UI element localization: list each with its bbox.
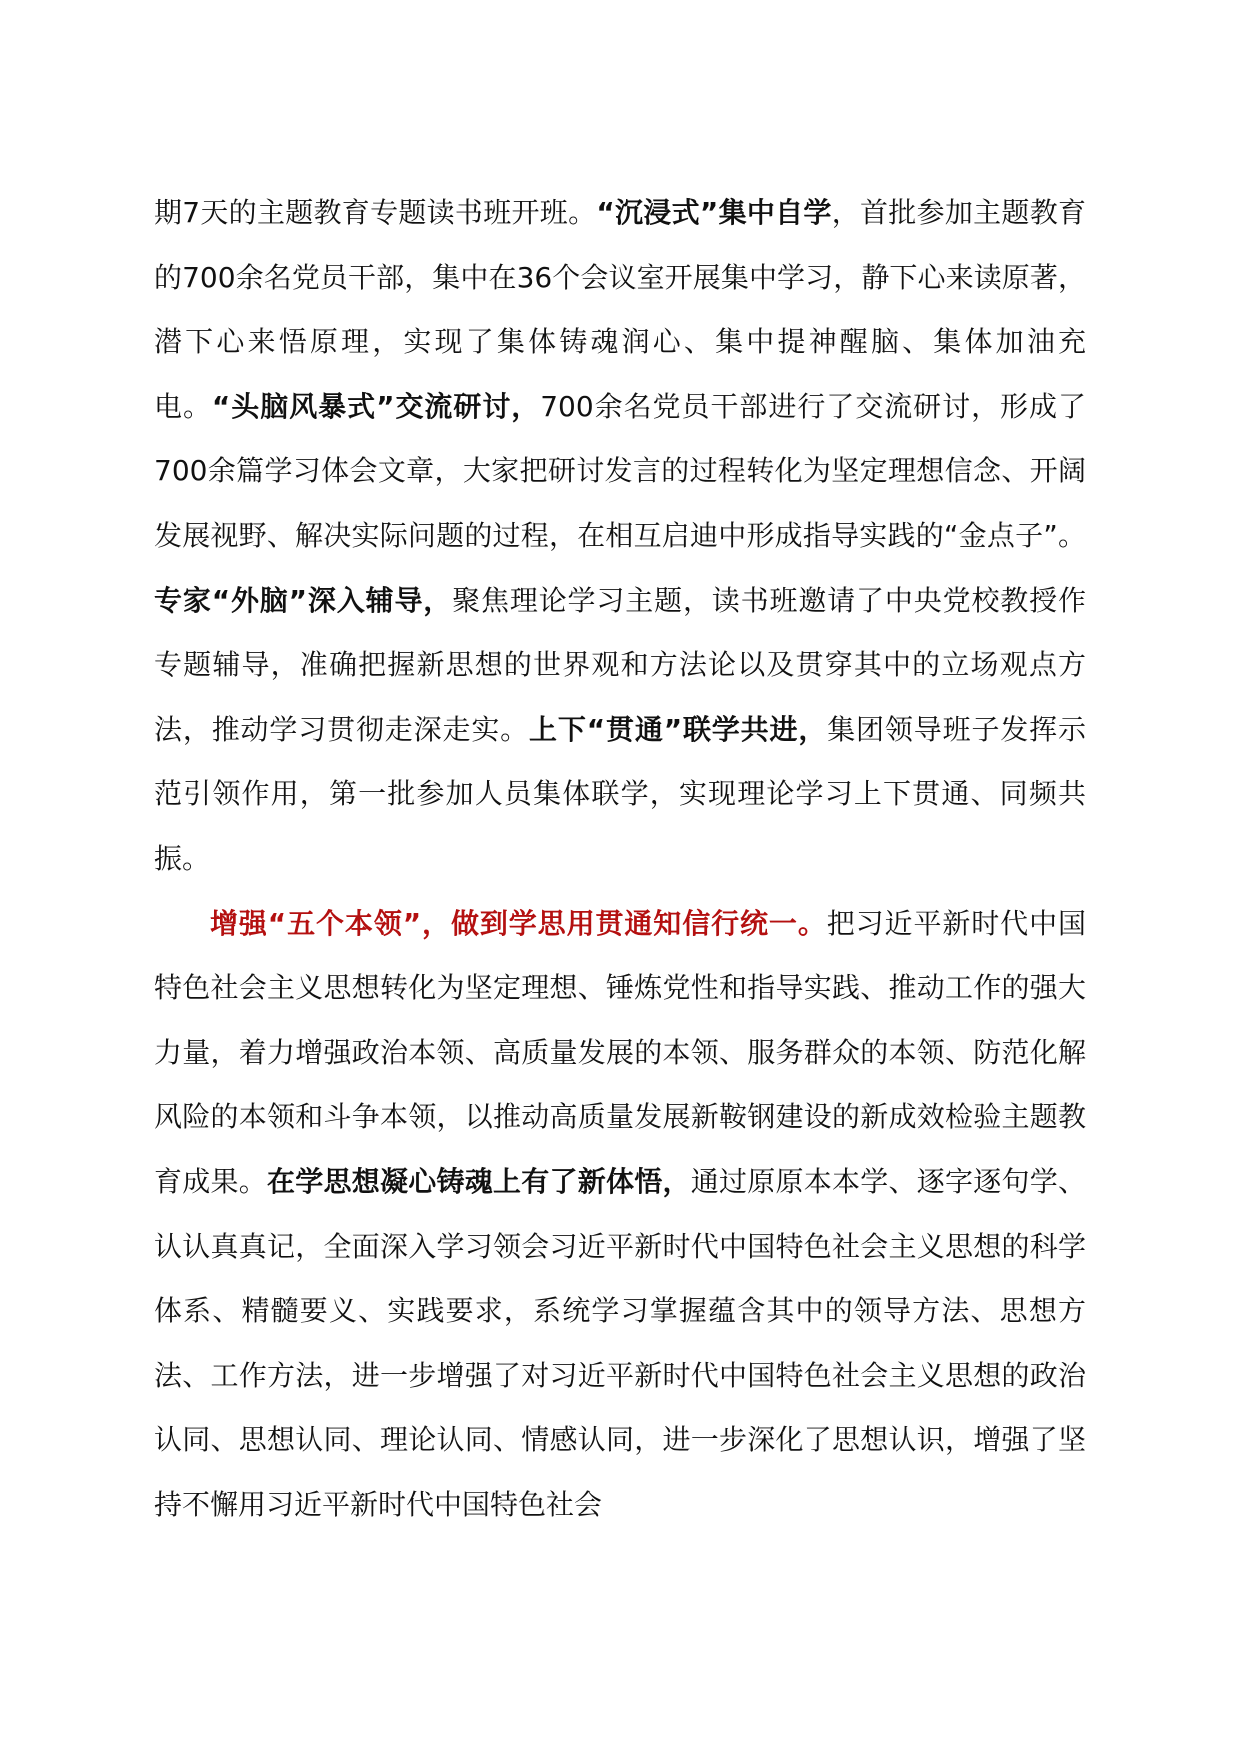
section-heading: 增强“五个本领”，做到学思用贯通知信行统一。 [210, 906, 827, 940]
text-segment: 把习近平新时代中国特色社会主义思想转化为坚定理想、锤炼党性和指导实践、推动工作的强大力量，着力增强政治本领、高质量发展的本领、服务群众的本领、防范化解风险的本领和斗争本领，以推动高质量发展新鞍钢建设的新成效检验主题教育成果。 [154, 906, 1086, 1198]
bold-phrase: “头脑风暴式”交流研讨， [211, 389, 541, 423]
text-segment: 通过原原本本学、逐字逐句学、认认真真记，全面深入学习领会习近平新时代中国特色社会主义思想的科学体系、精髓要义、实践要求，系统学习掌握蕴含其中的领导方法、思想方法、工作方法，进一步增强了对习近平新时代中国特色社会主义思想的政治认同、思想认同、理论认同、情感认同，进一步深化了思想认识，增强了坚持不懈用习近平新时代中国特色社会 [154, 1164, 1086, 1521]
text-segment: 期7天的主题教育专题读书班开班。 [154, 196, 597, 229]
bold-phrase: 专家“外脑”深入辅导， [154, 583, 453, 617]
document-body [154, 181, 1086, 1537]
text-segment: 700余名党员干部进行了交流研讨，形成了700余篇学习体会文章，大家把研讨发言的过程转化为坚定理想信念、开阔发展视野、解决实际问题的过程，在相互启迪中形成指导实践的“金点子”。 [154, 389, 1086, 552]
text-segment: 集团领导班子发挥示范引领作用，第一批参加人员集体联学，实现理论学习上下贯通、同频共振。 [154, 712, 1086, 875]
paragraph-reading-class [154, 181, 1086, 892]
text-segment: ，首批参加主题教育的700余名党员干部，集中在36个会议室开展集中学习，静下心来读原著，潜下心来悟原理，实现了集体铸魂润心、集中提神醒脑、集体加油充电。 [154, 196, 1086, 423]
bold-phrase: 在学思想凝心铸魂上有了新体悟， [267, 1164, 691, 1198]
paragraph-five-abilities [154, 892, 1086, 1538]
bold-phrase: 上下“贯通”联学共进， [529, 712, 828, 746]
bold-phrase: “沉浸式”集中自学 [596, 196, 832, 229]
text-segment: 聚焦理论学习主题，读书班邀请了中央党校教授作专题辅导，准确把握新思想的世界观和方法论以及贯穿其中的立场观点方法，推动学习贯彻走深走实。 [154, 583, 1086, 746]
